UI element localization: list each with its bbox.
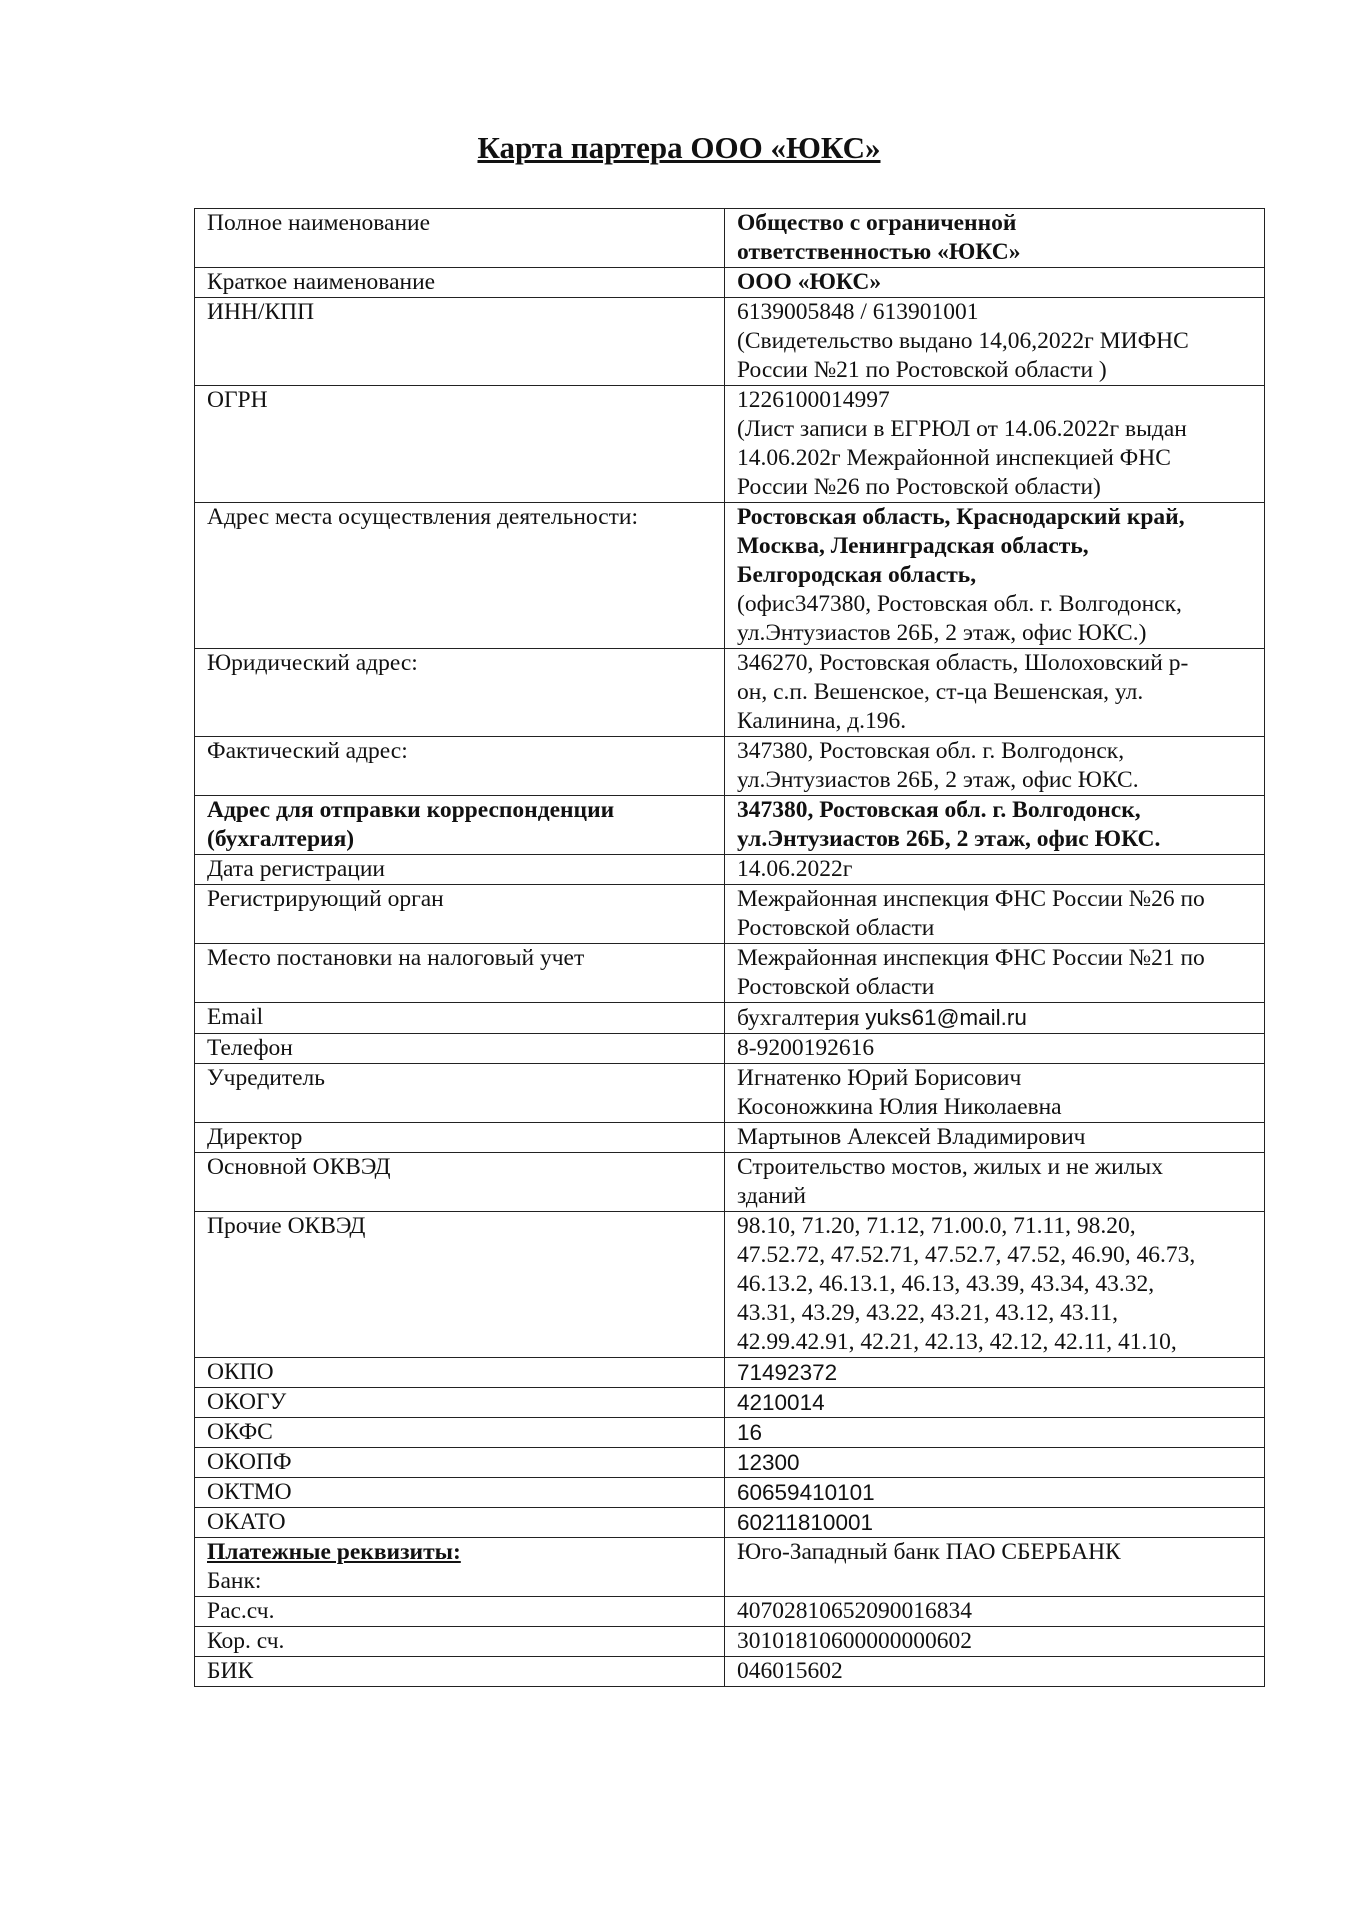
value-reg-date: 14.06.2022г — [725, 855, 1265, 885]
label-legal-address: Юридический адрес: — [195, 649, 725, 737]
label-okfs: ОКФС — [195, 1418, 725, 1448]
value-short-name: ООО «ЮКС» — [725, 268, 1265, 298]
value-phone: 8-9200192616 — [725, 1034, 1265, 1064]
value-ogrn — [725, 386, 1265, 503]
row-okfs — [195, 1418, 1265, 1448]
label-short-name: Краткое наименование — [195, 268, 725, 298]
label-okved-main: Основной ОКВЭД — [195, 1153, 725, 1212]
value-okogu: 4210014 — [725, 1388, 1265, 1418]
label-bank — [195, 1538, 725, 1597]
value-okved-main — [725, 1153, 1265, 1212]
value-legal-address — [725, 649, 1265, 737]
email-address[interactable]: yuks61@mail.ru — [865, 1005, 1027, 1030]
value-line: Ростовская область, Краснодарский край, — [737, 504, 1185, 530]
value-okopf: 12300 — [725, 1448, 1265, 1478]
value-line: 42.99.42.91, 42.21, 42.13, 42.12, 42.11, 41.10, — [737, 1329, 1177, 1355]
label-full-name: Полное наименование — [195, 209, 725, 268]
payment-details-heading: Платежные реквизиты: — [207, 1539, 461, 1565]
label-oktmo: ОКТМО — [195, 1478, 725, 1508]
value-line: ул.Энтузиастов 26Б, 2 этаж, офис ЮКС. — [737, 767, 1139, 793]
label-line: (бухгалтерия) — [207, 826, 355, 852]
value-full-name — [725, 209, 1265, 268]
row-okato — [195, 1508, 1265, 1538]
row-legal-address — [195, 649, 1265, 737]
row-oktmo — [195, 1478, 1265, 1508]
value-line: 43.31, 43.29, 43.22, 43.21, 43.12, 43.11, — [737, 1300, 1119, 1326]
label-account: Рас.сч. — [195, 1597, 725, 1627]
value-line: России №21 по Ростовской области ) — [737, 357, 1107, 383]
value-line: (офис347380, Ростовская обл. г. Волгодонск, — [737, 591, 1182, 617]
row-actual-address — [195, 737, 1265, 796]
value-line: 347380, Ростовская обл. г. Волгодонск, — [737, 797, 1141, 823]
row-okogu — [195, 1388, 1265, 1418]
value-okved-other — [725, 1212, 1265, 1358]
label-line: Адрес для отправки корреспонденции — [207, 797, 615, 823]
row-founder — [195, 1064, 1265, 1123]
value-line: Ростовской области — [737, 974, 935, 1000]
label-email: Email — [195, 1003, 725, 1034]
row-account — [195, 1597, 1265, 1627]
row-reg-date — [195, 855, 1265, 885]
row-inn-kpp — [195, 298, 1265, 386]
value-line: 47.52.72, 47.52.71, 47.52.7, 47.52, 46.90, 46.73, — [737, 1242, 1196, 1268]
value-line: (Лист записи в ЕГРЮЛ от 14.06.2022г выдан — [737, 416, 1187, 442]
value-line: 6139005848 / 613901001 — [737, 299, 979, 325]
row-bik — [195, 1657, 1265, 1687]
label-reg-authority: Регистрирующий орган — [195, 885, 725, 944]
row-mail-address — [195, 796, 1265, 855]
value-line: Косоножкина Юлия Николаевна — [737, 1094, 1062, 1120]
label-mail-address — [195, 796, 725, 855]
value-line: Межрайонная инспекция ФНС России №21 по — [737, 945, 1205, 971]
value-line: зданий — [737, 1183, 806, 1209]
row-full-name — [195, 209, 1265, 268]
label-director: Директор — [195, 1123, 725, 1153]
document-title: Карта партера ООО «ЮКС» — [477, 130, 881, 165]
label-line: Банк: — [207, 1568, 262, 1594]
row-activity-address — [195, 503, 1265, 649]
label-ogrn: ОГРН — [195, 386, 725, 503]
label-okpo: ОКПО — [195, 1358, 725, 1388]
row-phone — [195, 1034, 1265, 1064]
value-tax-place — [725, 944, 1265, 1003]
label-okved-other: Прочие ОКВЭД — [195, 1212, 725, 1358]
value-line: Москва, Ленинградская область, — [737, 533, 1089, 559]
value-line: Белгородская область, — [737, 562, 977, 588]
value-line: 346270, Ростовская область, Шолоховский р- — [737, 650, 1189, 676]
value-line: он, с.п. Вешенское, ст-ца Вешенская, ул. — [737, 679, 1144, 705]
label-bik: БИК — [195, 1657, 725, 1687]
label-okopf: ОКОПФ — [195, 1448, 725, 1478]
row-bank — [195, 1538, 1265, 1597]
label-inn-kpp: ИНН/КПП — [195, 298, 725, 386]
row-corr-account — [195, 1627, 1265, 1657]
value-activity-address — [725, 503, 1265, 649]
row-okpo — [195, 1358, 1265, 1388]
value-line: ответственностью «ЮКС» — [737, 239, 1021, 265]
value-founder — [725, 1064, 1265, 1123]
label-corr-account: Кор. сч. — [195, 1627, 725, 1657]
row-okved-other — [195, 1212, 1265, 1358]
row-tax-place — [195, 944, 1265, 1003]
row-reg-authority — [195, 885, 1265, 944]
label-tax-place: Место постановки на налоговый учет — [195, 944, 725, 1003]
label-reg-date: Дата регистрации — [195, 855, 725, 885]
partner-card-table — [194, 208, 1265, 1687]
row-okved-main — [195, 1153, 1265, 1212]
value-line: Межрайонная инспекция ФНС России №26 по — [737, 886, 1205, 912]
value-line: Ростовской области — [737, 915, 935, 941]
label-activity-address: Адрес места осуществления деятельности: — [195, 503, 725, 649]
row-short-name — [195, 268, 1265, 298]
value-line: 347380, Ростовская обл. г. Волгодонск, — [737, 738, 1125, 764]
value-inn-kpp — [725, 298, 1265, 386]
value-line: ул.Энтузиастов 26Б, 2 этаж, офис ЮКС. — [737, 826, 1161, 852]
label-okato: ОКАТО — [195, 1508, 725, 1538]
value-line: Общество с ограниченной — [737, 210, 1017, 236]
value-actual-address — [725, 737, 1265, 796]
label-actual-address: Фактический адрес: — [195, 737, 725, 796]
row-ogrn — [195, 386, 1265, 503]
label-founder: Учредитель — [195, 1064, 725, 1123]
value-bik: 046015602 — [725, 1657, 1265, 1687]
value-line: ул.Энтузиастов 26Б, 2 этаж, офис ЮКС.) — [737, 620, 1147, 646]
value-okfs: 16 — [725, 1418, 1265, 1448]
value-oktmo: 60659410101 — [725, 1478, 1265, 1508]
value-mail-address — [725, 796, 1265, 855]
row-email — [195, 1003, 1265, 1034]
value-director: Мартынов Алексей Владимирович — [725, 1123, 1265, 1153]
value-okpo: 71492372 — [725, 1358, 1265, 1388]
value-line: Строительство мостов, жилых и не жилых — [737, 1154, 1163, 1180]
value-email — [725, 1003, 1265, 1034]
value-line: 1226100014997 — [737, 387, 890, 413]
value-reg-authority — [725, 885, 1265, 944]
label-phone: Телефон — [195, 1034, 725, 1064]
value-line: Игнатенко Юрий Борисович — [737, 1065, 1022, 1091]
email-prefix: бухгалтерия — [737, 1005, 866, 1031]
value-line: (Свидетельство выдано 14,06,2022г МИФНС — [737, 328, 1189, 354]
value-corr-account: 30101810600000000602 — [725, 1627, 1265, 1657]
value-line: России №26 по Ростовской области) — [737, 474, 1101, 500]
value-line: 98.10, 71.20, 71.12, 71.00.0, 71.11, 98.20, — [737, 1213, 1136, 1239]
value-line: Калинина, д.196. — [737, 708, 907, 734]
value-okato: 60211810001 — [725, 1508, 1265, 1538]
value-line: 46.13.2, 46.13.1, 46.13, 43.39, 43.34, 43.32, — [737, 1271, 1155, 1297]
value-account: 40702810652090016834 — [725, 1597, 1265, 1627]
row-okopf — [195, 1448, 1265, 1478]
value-line: 14.06.202г Межрайонной инспекцией ФНС — [737, 445, 1171, 471]
row-director — [195, 1123, 1265, 1153]
value-bank: Юго-Западный банк ПАО СБЕРБАНК — [725, 1538, 1265, 1597]
label-okogu: ОКОГУ — [195, 1388, 725, 1418]
